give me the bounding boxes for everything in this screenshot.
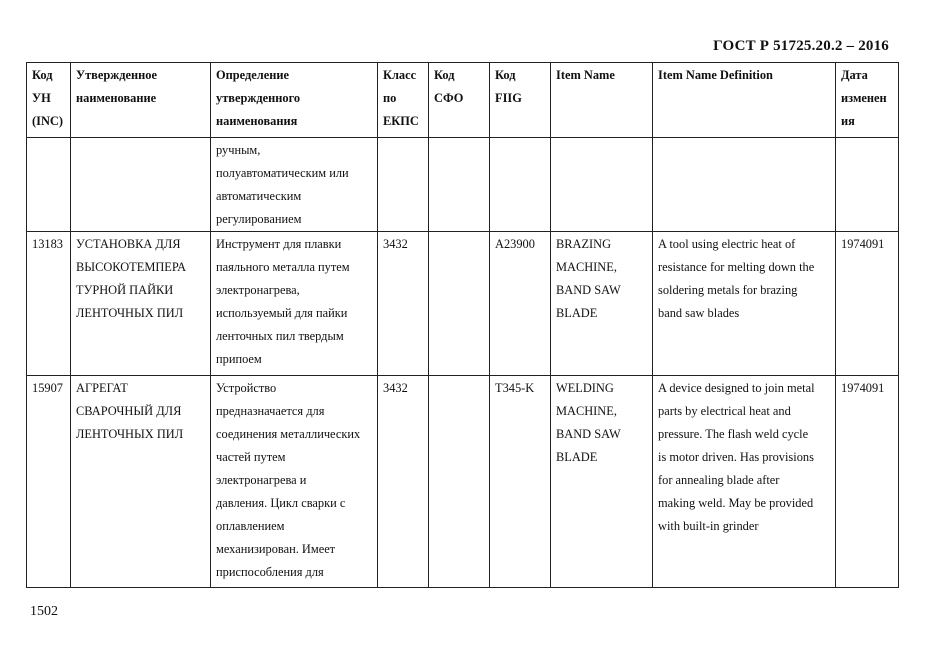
cell-item-name [551,138,653,232]
cell-sfo [429,232,490,376]
header-item-name-definition: Item Name Definition [653,63,836,138]
cell-sfo [429,376,490,588]
cell-item-definition [653,138,836,232]
cell-item-definition: A tool using electric heat of resistance for melting down the soldering metals for brazing band saw blades [653,232,836,376]
cell-fiig [490,138,551,232]
table-row [27,376,899,588]
header-item-name: Item Name [551,63,653,138]
table-header-row [27,63,899,138]
cell-approved-name [71,138,211,232]
cell-ekps-class [378,138,429,232]
cell-ekps-class: 3432 [378,232,429,376]
header-fiig-code: Код FIIG [490,63,551,138]
cell-definition: ручным, полуавтоматическим или автоматическим регулированием [211,138,378,232]
header-ekps-class: Класс по ЕКПС [378,63,429,138]
cell-inc: 15907 [27,376,71,588]
header-name-definition: Определение утвержденного наименования [211,63,378,138]
header-change-date: Дата изменен ия [836,63,899,138]
page-number: 1502 [30,604,58,619]
cell-definition: Устройство предназначается для соединения металлических частей путем электронагрева и давления. Цикл сварки с оплавлением механизирован. Имеет приспособления для [211,376,378,588]
cell-change-date [836,138,899,232]
cell-item-name: WELDING MACHINE, BAND SAW BLADE [551,376,653,588]
cell-approved-name: УСТАНОВКА ДЛЯ ВЫСОКОТЕМПЕРА ТУРНОЙ ПАЙКИ ЛЕНТОЧНЫХ ПИЛ [71,232,211,376]
header-sfo-code: Код СФО [429,63,490,138]
cell-fiig: A23900 [490,232,551,376]
cell-definition: Инструмент для плавки паяльного металла путем электронагрева, используемый для пайки ленточных пил твердым припоем [211,232,378,376]
cell-fiig: T345-K [490,376,551,588]
table-row [27,232,899,376]
cell-ekps-class: 3432 [378,376,429,588]
cell-item-definition: A device designed to join metal parts by electrical heat and pressure. The flash weld cycle is motor driven. Has provisions for annealing blade after making weld. May be provided with built-in grinder [653,376,836,588]
cell-change-date: 1974091 [836,232,899,376]
header-inc-code: Код УН (INC) [27,63,71,138]
cell-change-date: 1974091 [836,376,899,588]
cell-inc: 13183 [27,232,71,376]
classification-table [26,62,899,588]
table-row [27,138,899,232]
document-standard-header: ГОСТ Р 51725.20.2 – 2016 [713,38,889,54]
cell-inc [27,138,71,232]
cell-item-name: BRAZING MACHINE, BAND SAW BLADE [551,232,653,376]
header-approved-name: Утвержденное наименование [71,63,211,138]
cell-approved-name: АГРЕГАТ СВАРОЧНЫЙ ДЛЯ ЛЕНТОЧНЫХ ПИЛ [71,376,211,588]
cell-sfo [429,138,490,232]
